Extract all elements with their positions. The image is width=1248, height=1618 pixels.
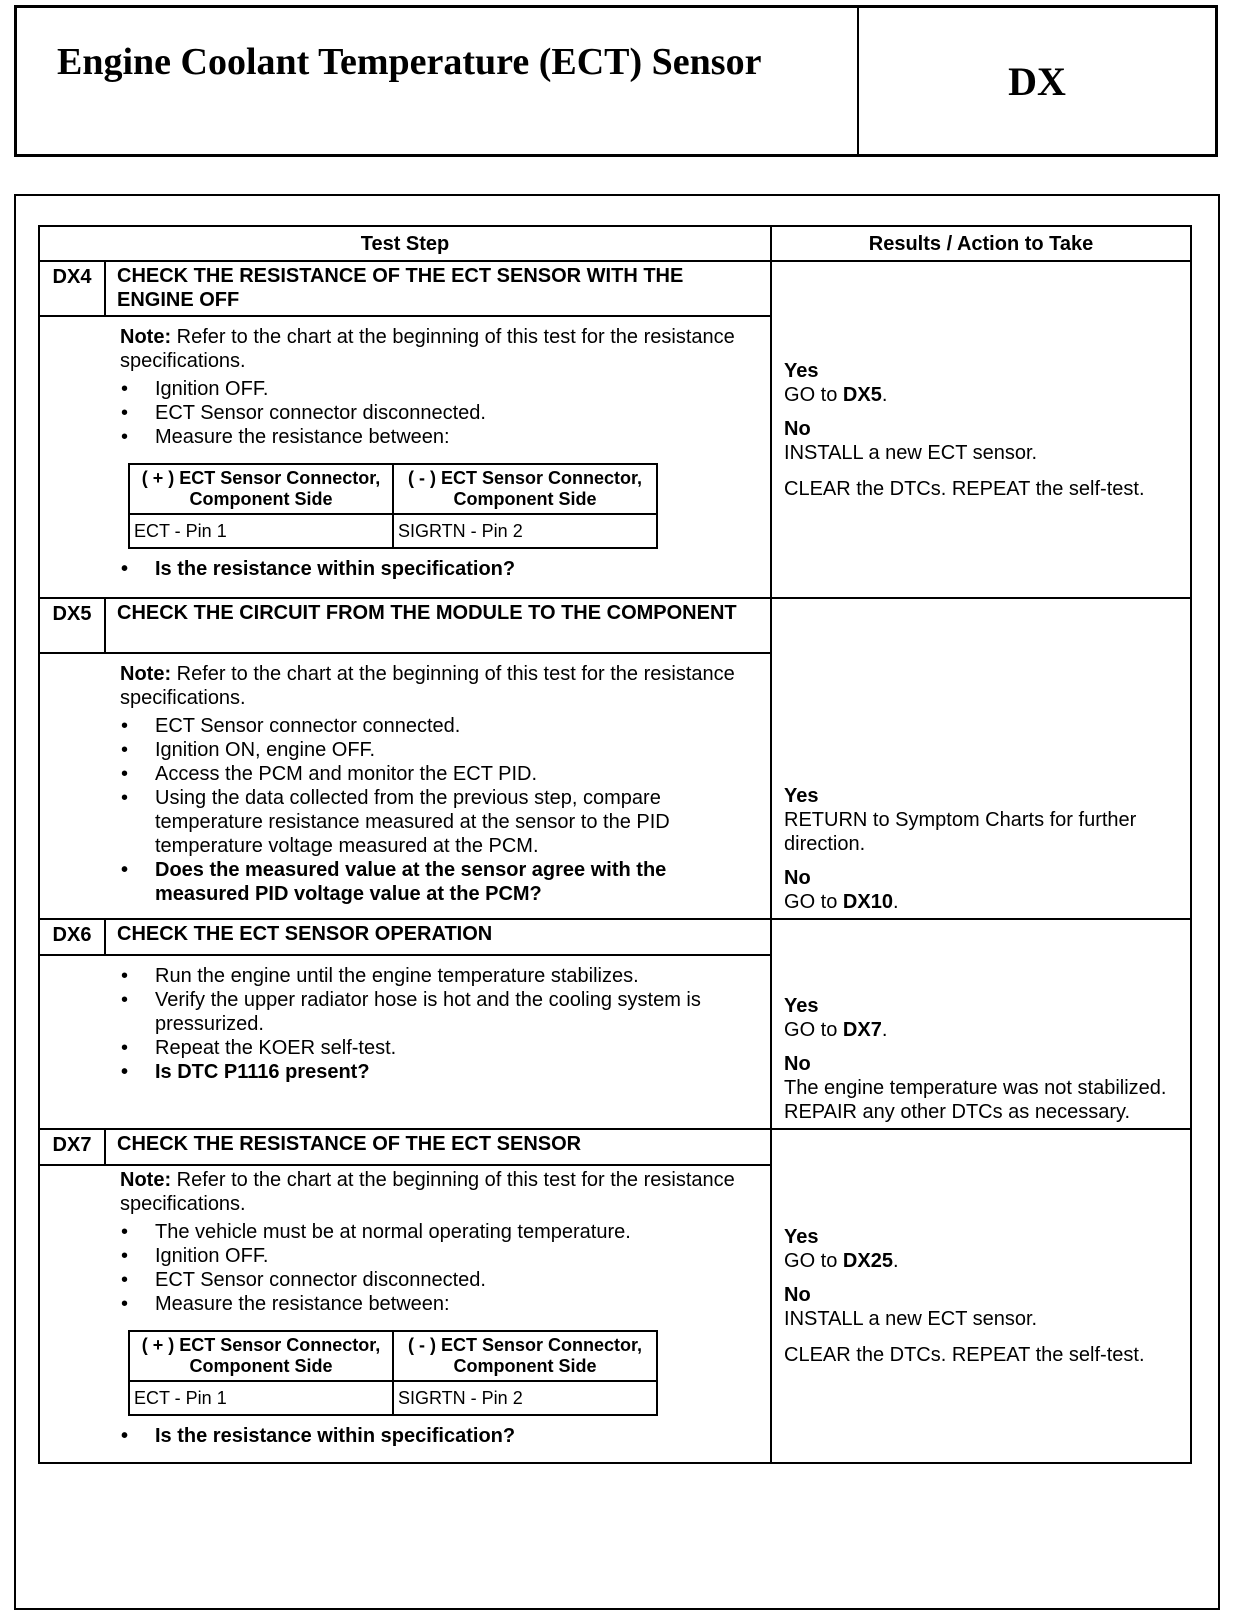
yes-action: GO to DX25. xyxy=(784,1250,899,1272)
list-item: • The vehicle must be at normal operating temperature. xyxy=(120,1220,756,1244)
col-header-test-step: Test Step xyxy=(39,226,771,261)
step-code: DX4 xyxy=(39,261,105,316)
pin-positive: ECT - Pin 1 xyxy=(129,514,393,548)
no-label: No xyxy=(784,1284,811,1306)
note: Note: Refer to the chart at the beginning of this test for the resistance specifications. xyxy=(120,326,735,372)
list-item: • ECT Sensor connector disconnected. xyxy=(120,401,756,425)
no-action-2: CLEAR the DTCs. REPEAT the self-test. xyxy=(784,477,1145,500)
note: Note: Refer to the chart at the beginning of this test for the resistance specifications. xyxy=(120,1169,735,1215)
step-row-dx6-title xyxy=(39,919,1191,955)
pin-table xyxy=(128,1330,658,1416)
section-code: DX xyxy=(1008,58,1066,104)
list-item: • Using the data collected from the previous step, compare temperature resistance measured at the sensor to the PID temperature voltage measured at the PCM. xyxy=(120,786,756,858)
instruction-list xyxy=(120,964,756,1084)
step-body-dx7 xyxy=(39,1165,771,1463)
step-question: • Is DTC P1116 present? xyxy=(120,1060,756,1084)
step-row-dx4-title xyxy=(39,261,1191,316)
list-item: • Measure the resistance between: xyxy=(120,1292,756,1316)
yes-label: Yes xyxy=(784,1226,819,1248)
question-list xyxy=(120,1424,756,1448)
no-action-2: CLEAR the DTCs. REPEAT the self-test. xyxy=(784,1344,1145,1366)
note: Note: Refer to the chart at the beginning of this test for the resistance specifications. xyxy=(120,663,735,709)
step-body-dx6 xyxy=(39,955,771,1129)
test-step-table xyxy=(38,225,1192,1464)
step-link-dx10[interactable]: DX10 xyxy=(842,891,893,913)
step-results-dx6 xyxy=(771,919,1191,1129)
yes-label: Yes xyxy=(784,359,819,382)
question-list xyxy=(120,557,756,581)
list-item: • Verify the upper radiator hose is hot and the cooling system is pressurized. xyxy=(120,988,756,1036)
no-action: INSTALL a new ECT sensor. xyxy=(784,1308,1038,1330)
list-item: • Measure the resistance between: xyxy=(120,425,756,449)
step-code: DX7 xyxy=(39,1129,105,1165)
page-header xyxy=(14,5,1218,157)
list-item: • Ignition OFF. xyxy=(120,377,756,401)
step-row-dx5-title xyxy=(39,598,1191,653)
pin-header-negative: ( - ) ECT Sensor Connector, Component Side xyxy=(393,464,657,514)
yes-label: Yes xyxy=(784,785,819,807)
yes-action: GO to DX5. xyxy=(784,383,888,406)
yes-action: GO to DX7. xyxy=(784,1019,888,1041)
no-action: INSTALL a new ECT sensor. xyxy=(784,441,1038,464)
no-action: GO to DX10. xyxy=(784,891,899,913)
step-title: CHECK THE RESISTANCE OF THE ECT SENSOR WITH THE ENGINE OFF xyxy=(105,261,771,316)
yes-label: Yes xyxy=(784,995,819,1017)
step-title: CHECK THE RESISTANCE OF THE ECT SENSOR xyxy=(105,1129,771,1165)
list-item: • Run the engine until the engine temperature stabilizes. xyxy=(120,964,756,988)
instruction-list xyxy=(120,714,756,906)
step-row-dx7-title xyxy=(39,1129,1191,1165)
step-link-dx5[interactable]: DX5 xyxy=(842,383,882,406)
step-link-dx7[interactable]: DX7 xyxy=(842,1019,882,1041)
step-code: DX5 xyxy=(39,598,105,653)
step-link-dx25[interactable]: DX25 xyxy=(842,1250,893,1272)
no-label: No xyxy=(784,1053,811,1075)
list-item: • Ignition OFF. xyxy=(120,1244,756,1268)
pin-header-positive: ( + ) ECT Sensor Connector, Component Side xyxy=(129,1331,393,1381)
step-results-dx5 xyxy=(771,598,1191,919)
pin-table xyxy=(128,463,658,549)
list-item: • ECT Sensor connector disconnected. xyxy=(120,1268,756,1292)
yes-action: RETURN to Symptom Charts for further direction. xyxy=(784,809,1137,855)
instruction-list xyxy=(120,377,756,449)
instruction-list xyxy=(120,1220,756,1316)
pin-header-negative: ( - ) ECT Sensor Connector, Component Side xyxy=(393,1331,657,1381)
step-results-dx7 xyxy=(771,1129,1191,1463)
list-item: • Access the PCM and monitor the ECT PID. xyxy=(120,762,756,786)
list-item: • Repeat the KOER self-test. xyxy=(120,1036,756,1060)
page-title: Engine Coolant Temperature (ECT) Sensor xyxy=(57,41,762,83)
step-title: CHECK THE ECT SENSOR OPERATION xyxy=(105,919,771,955)
pin-negative: SIGRTN - Pin 2 xyxy=(393,1381,657,1415)
step-body-dx5 xyxy=(39,653,771,919)
step-results-dx4 xyxy=(771,261,1191,598)
list-item: • ECT Sensor connector connected. xyxy=(120,714,756,738)
pin-negative: SIGRTN - Pin 2 xyxy=(393,514,657,548)
step-question: • Does the measured value at the sensor agree with the measured PID voltage value at the PCM? xyxy=(120,858,756,906)
pin-header-positive: ( + ) ECT Sensor Connector, Component Side xyxy=(129,464,393,514)
step-body-dx4 xyxy=(39,316,771,598)
step-title: CHECK THE CIRCUIT FROM THE MODULE TO THE COMPONENT xyxy=(105,598,771,653)
no-label: No xyxy=(784,417,811,440)
step-question: • Is the resistance within specification? xyxy=(120,1424,756,1448)
step-question: • Is the resistance within specification? xyxy=(120,557,756,581)
table-header-row xyxy=(39,226,1191,261)
step-code: DX6 xyxy=(39,919,105,955)
no-action: The engine temperature was not stabilized. REPAIR any other DTCs as necessary. xyxy=(784,1077,1167,1123)
no-label: No xyxy=(784,867,811,889)
pin-positive: ECT - Pin 1 xyxy=(129,1381,393,1415)
col-header-results: Results / Action to Take xyxy=(771,226,1191,261)
list-item: • Ignition ON, engine OFF. xyxy=(120,738,756,762)
